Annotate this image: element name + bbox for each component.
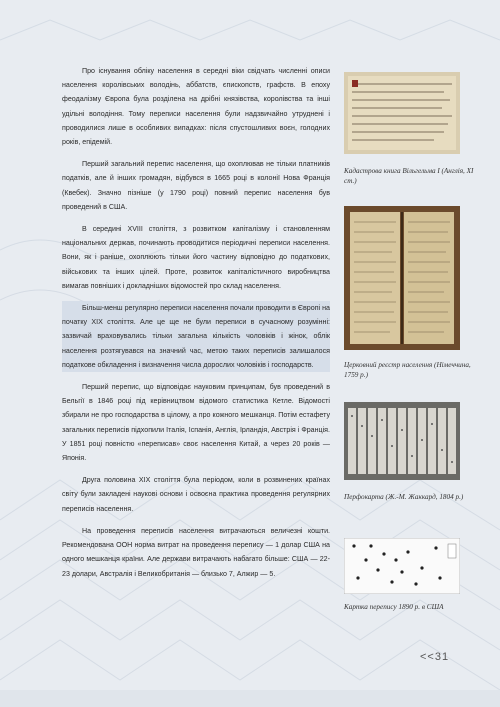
paragraph-7: На проведення переписів населення витрачаються величезні кошти. Рекомендована ООН норма витрат на проведення перепису — 1 долар США на одного мешканця країни. Але держави витрачають набагато більше: США — 22-23 долари, Австралія і Великобританія — близько 7, Алжир — 5. <box>62 526 330 578</box>
census-card-image <box>344 538 460 594</box>
church-register-image <box>344 206 460 350</box>
paragraph-2: Перший загальний перепис населення, що охоплював не тільки платників податків, але й інших громадян, відбувся в 1665 році в колонії Нова Франція (Квебек). Значно пізніше (у 1790 році) повний перепис населення був проведений в США. <box>62 160 330 211</box>
article-body <box>62 64 330 589</box>
paragraph-3: В середині XVIII століття, з розвитком капіталізму і становленням національних держав, починають проводитися періодичні переписи населення. Вони, як і раніше, охоплюють тільки його частину відповідно до податкових, військових та інших цілей. Проте, розвиток капіталістичного виробництва вимагав повніших і докладніших відомостей про склад населення. <box>62 225 330 290</box>
paragraph-6: Друга половина XIX століття була періодом, коли в розвинених країнах світу були закладені наукові основи і освоєна практика проведення регулярних переписів населення. <box>62 476 330 513</box>
paragraph-4: Більш-менш регулярно переписи населення почали проводити в Європі на початку XIX століття. Але це ще не були переписи в сучасному розумінні: зазвичай враховувались тільки загальна кількість чоловіків і жінок, облік населення розтягувався на значний час, метою таких переписів залишалося податкове обкладення і визначення числа дорослих чоловіків і господарств. <box>62 301 330 372</box>
caption-punch-card: Перфокарта (Ж.-М. Жаккард, 1804 р.) <box>344 493 464 501</box>
paragraph-1: Про існування обліку населення в середні віки свідчать численні описи населення королівських володінь, аббатств, єпископств, графств. В епоху феодалізму Європа була розділена на дрібні князівства, королівства та інші удільні володіння. Тому переписи населення були надзвичайно утруднені і проводилися лише в особливих випадках: після спустошливих воєн, голодних років, епідемій. <box>62 67 330 147</box>
punch-card-image <box>344 402 460 480</box>
page-number: <<31 <box>420 651 450 663</box>
caption-domesday: Кадастрова книга Вільгельма І (Англія, XI ст.) <box>344 167 474 185</box>
paragraph-5: Перший перепис, що відповідає науковим принципам, був проведений в Бельгії в 1846 році під керівництвом відомого статистика Кетле. Відомості збирали не про господарства в цілому, а про кожного мешканця. Потім естафету загальних переписів підхопили Італія, Іспанія, Англія, Ірландія, Австрія і Франція. У 1851 році повністю «переписав» своє населення Китай, а через 20 років — Японія. <box>62 383 330 463</box>
domesday-book-image <box>344 72 460 154</box>
caption-census-card: Картка перепису 1890 р. в США <box>344 603 444 611</box>
caption-church: Церковний реєстр населення (Німеччина, 1759 р.) <box>344 361 471 379</box>
